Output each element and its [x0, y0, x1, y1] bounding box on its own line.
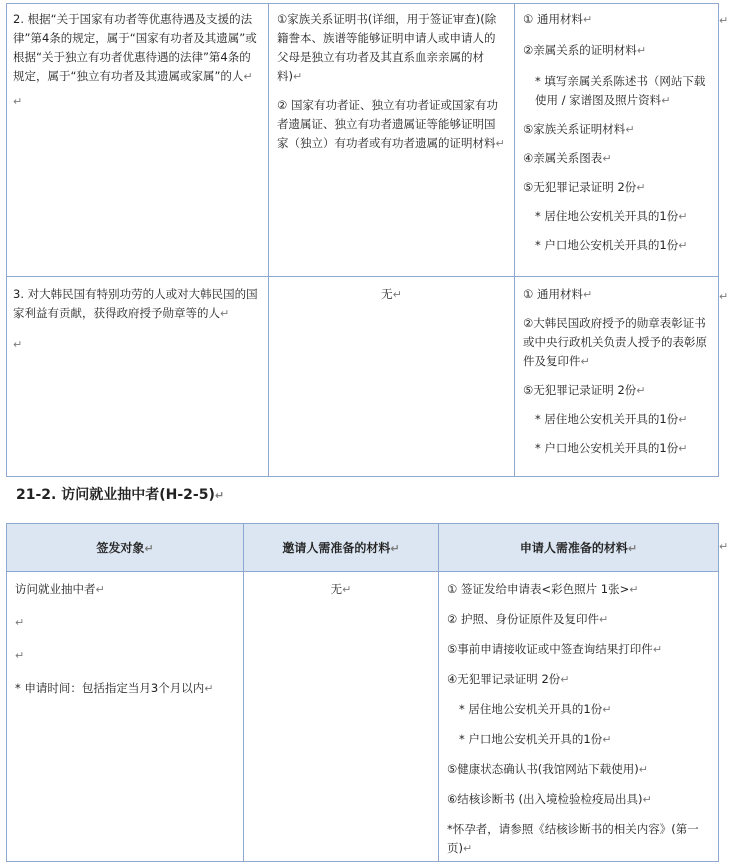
doc-item: ② 国家有功者证、独立有功者证或国家有功者遗属证、独立有功者遗属证等能够证明国家（独立）有功者或有功者遗属的证明材料↵: [277, 98, 505, 150]
target-text: 2. 根据“关于国家有功者等优惠待遇及支援的法律”第4条的规定，属于“国家有功者及其遗属”或根据“关于独立有功者优惠待遇的法律”第4条的规定，属于“独立有功者及其遗属或家属”的人↵: [13, 12, 257, 83]
paragraph-mark: ↵: [13, 95, 23, 108]
h25-requirements-table: [6, 523, 719, 862]
inviter-docs-cell: [269, 4, 515, 277]
target-text: 访问就业抽中者↵: [15, 582, 105, 596]
doc-item: ⑤无犯罪记录证明 2份↵: [523, 180, 646, 194]
target-cell: [7, 4, 269, 277]
doc-item: ⑤无犯罪记录证明 2份↵: [523, 383, 646, 397]
doc-item: 无↵: [330, 582, 352, 596]
doc-item: ② 护照、身份证原件及复印件↵: [447, 612, 609, 626]
doc-item: ②大韩民国政府授予的勋章表彰证书或中央行政机关负责人授予的表彰原件及复印件↵: [523, 316, 707, 368]
application-period-note: * 申请时间：包括指定当月3个月以内↵: [15, 681, 214, 695]
doc-subitem: * 居住地公安机关开具的1份↵: [535, 412, 688, 426]
doc-item: ① 通用材料↵: [523, 12, 593, 26]
doc-item: ⑤家族关系证明材料↵: [523, 122, 635, 136]
doc-subitem: * 户口地公安机关开具的1份↵: [459, 732, 612, 746]
applicant-docs-cell: [515, 4, 719, 277]
inviter-docs-cell: [269, 277, 515, 477]
doc-item: ⑤健康状态确认书(我馆网站下载使用)↵: [447, 762, 648, 776]
header-issue-target: 签发对象↵: [7, 524, 244, 572]
doc-item: ① 签证发给申请表<彩色照片 1张>↵: [447, 582, 639, 596]
applicant-docs-cell: [439, 572, 719, 862]
doc-subitem: * 户口地公安机关开具的1份↵: [535, 441, 688, 455]
applicant-docs-cell: [515, 277, 719, 477]
table-header-row: [7, 524, 719, 572]
inviter-docs-cell: [244, 572, 439, 862]
header-applicant-docs: 申请人需准备的材料↵: [439, 524, 719, 572]
doc-item: ②亲属关系的证明材料↵: [523, 43, 647, 57]
target-text: 3. 对大韩民国有特别功劳的人或对大韩民国的国家利益有贡献，获得政府授予勋章等的人↵: [13, 287, 258, 320]
table-row: [7, 4, 719, 277]
doc-item: 无↵: [381, 287, 402, 301]
paragraph-mark: ↵: [13, 338, 23, 351]
table-row: [7, 277, 719, 477]
target-cell: [7, 572, 244, 862]
paragraph-mark: ↵: [15, 616, 25, 629]
doc-subitem: * 填写亲属关系陈述书（网站下载使用 / 家谱图及照片资料↵: [535, 74, 706, 107]
paragraph-mark: ↵: [15, 649, 25, 662]
doc-note: *怀孕者，请参照《结核诊断书的相关内容》(第一页)↵: [447, 822, 699, 855]
row-end-mark: ↵: [719, 14, 729, 27]
doc-item: ① 通用材料↵: [523, 287, 593, 301]
header-inviter-docs: 邀请人需准备的材料↵: [244, 524, 439, 572]
doc-subitem: * 户口地公安机关开具的1份↵: [535, 238, 688, 252]
doc-item: ①家族关系证明书(详细，用于签证审查)(除籍誊本、族谱等能够证明申请人或申请人的父母是独立有功者及其直系血亲亲属的材料)↵: [277, 12, 497, 83]
row-end-mark: ↵: [719, 290, 729, 303]
eligibility-table-continued: [6, 3, 719, 477]
doc-item: ⑥结核诊断书 (出入境检验检疫局出具)↵: [447, 792, 652, 806]
section-heading: 21-2. 访问就业抽中者(H-2-5)↵: [16, 487, 225, 503]
doc-item: ④无犯罪记录证明 2份↵: [447, 672, 570, 686]
target-cell: [7, 277, 269, 477]
table-row: [7, 572, 719, 862]
doc-subitem: * 居住地公安机关开具的1份↵: [535, 209, 688, 223]
row-end-mark: ↵: [719, 540, 729, 553]
doc-subitem: * 居住地公安机关开具的1份↵: [459, 702, 612, 716]
doc-item: ④亲属关系图表↵: [523, 151, 612, 165]
doc-item: ⑤事前申请接收证或中签查询结果打印件↵: [447, 642, 663, 656]
